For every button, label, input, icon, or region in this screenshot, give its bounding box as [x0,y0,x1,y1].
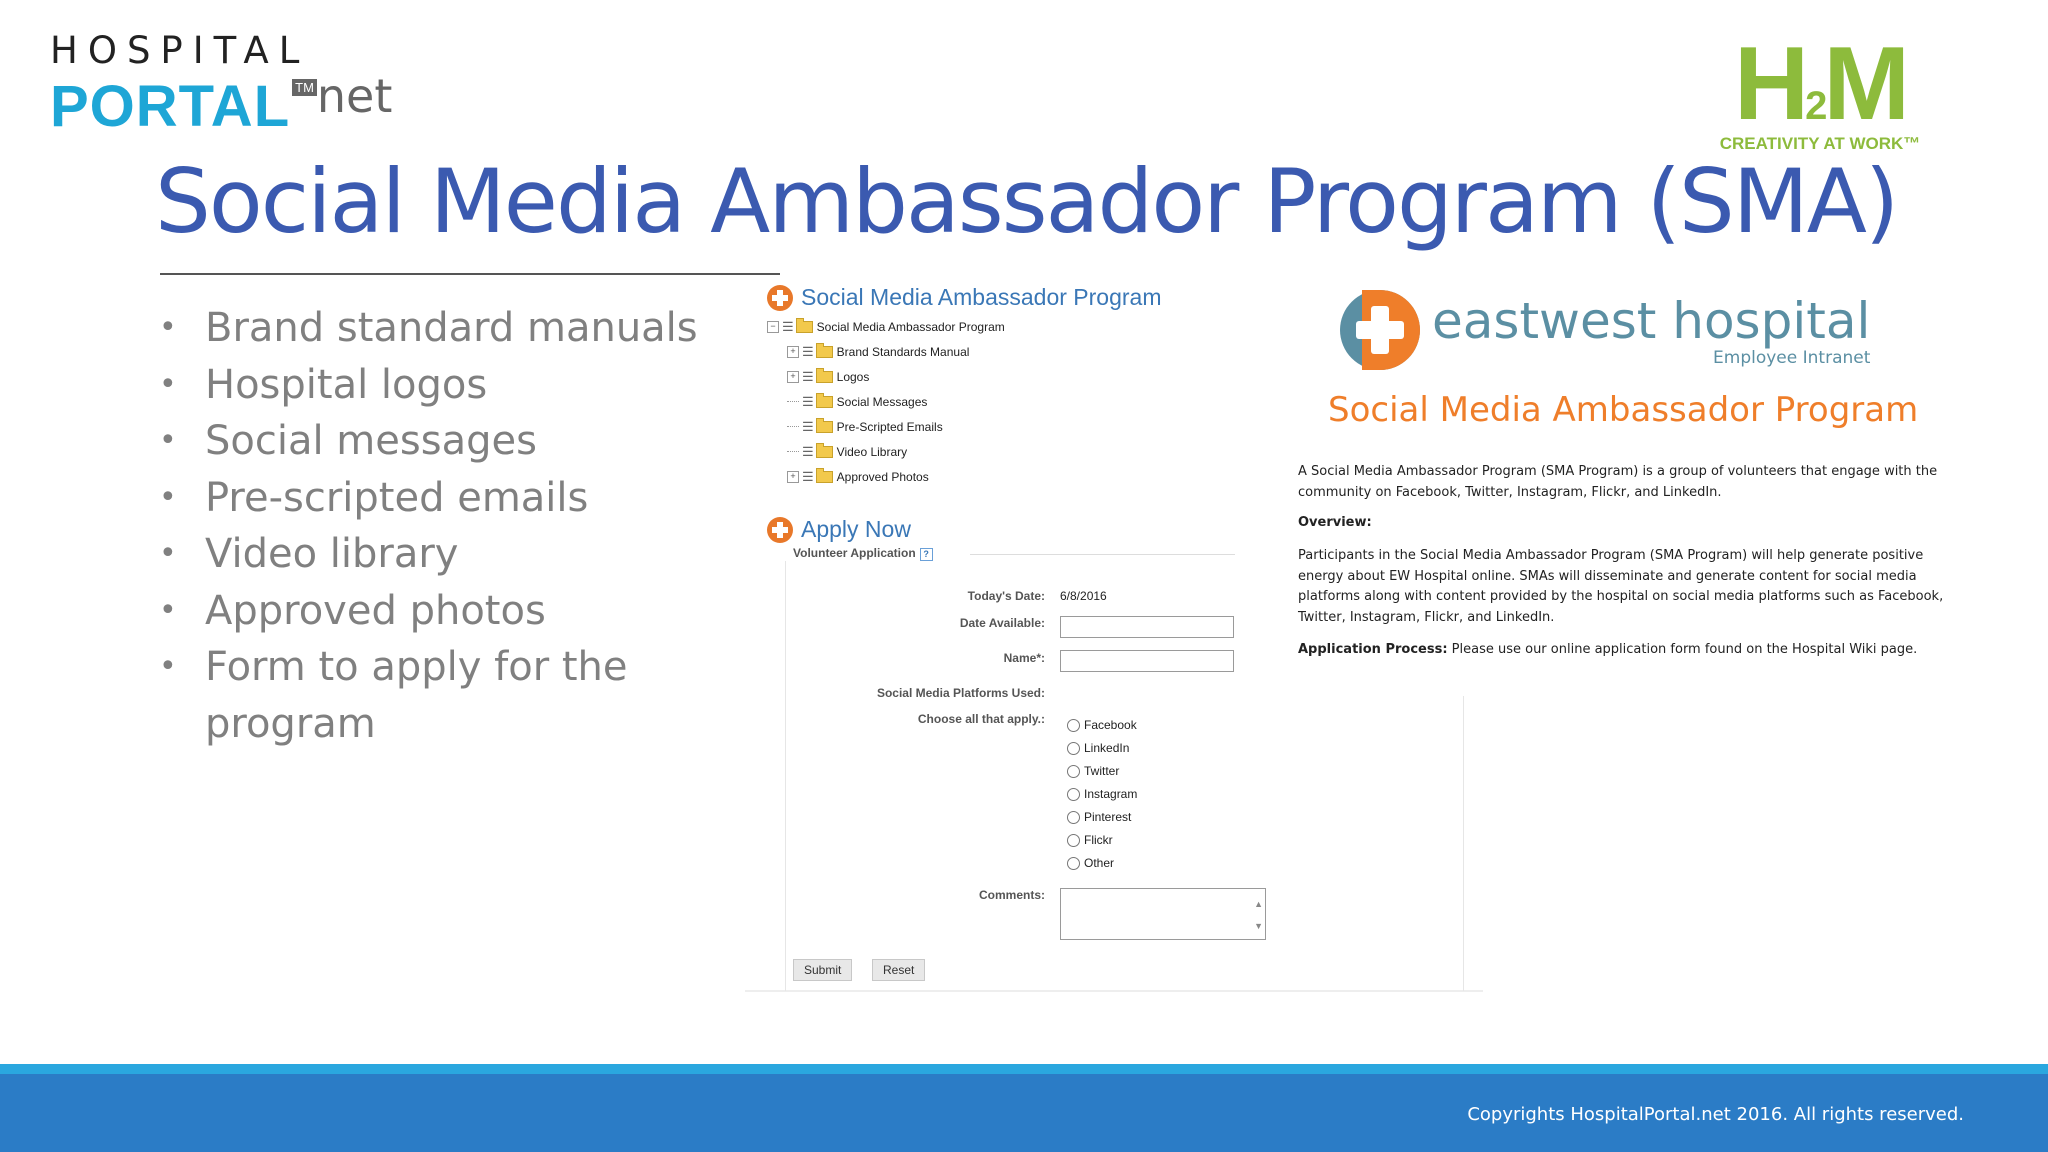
plus-cross-icon [767,285,793,311]
hospital-portal-logo [50,29,393,139]
plus-cross-icon [767,517,793,543]
bullet-list [155,300,715,752]
list-icon: ☰ [802,418,814,434]
logo-hospital-text: hospital [1672,291,1871,350]
tree-item-label: Social Messages [836,394,928,409]
platform-option-other[interactable]: Other [1067,856,1114,870]
intro-paragraph: A Social Media Ambassador Program (SMA Program) is a group of volunteers that engage with the community on Facebook, Twitter, Instagram, Flickr, and LinkedIn. [1298,464,1938,500]
bullet-item: • Form to apply for the program [159,644,628,747]
reset-button[interactable]: Reset [872,959,925,981]
tree-item-label: Brand Standards Manual [836,344,970,359]
bullet-item: • Pre-scripted emails [159,474,589,521]
tree-item-label: Video Library [836,444,908,459]
volunteer-application-label: Volunteer Application ? [793,546,933,561]
tree-item-video-library[interactable] [767,439,1005,464]
footer-stripe [0,1064,2048,1074]
radio-button[interactable] [1067,719,1080,732]
form-border-right [1463,696,1464,991]
radio-button[interactable] [1067,857,1080,870]
list-icon: ☰ [782,318,794,334]
help-icon[interactable]: ? [920,548,933,561]
tree-item-root[interactable] [767,314,1005,339]
logo-portal-text: PORTAL [50,74,291,139]
h2m-mark: H2M [1734,26,1906,142]
platforms-label: Social Media Platforms Used: [876,686,1045,700]
radio-button[interactable] [1067,788,1080,801]
name-field[interactable] [1060,650,1234,672]
bullet-item: • Hospital logos [159,361,488,408]
comments-label: Comments: [978,888,1045,902]
date-available-label: Date Available: [959,616,1045,630]
logo-net-text: net [316,69,393,123]
list-icon: ☰ [802,368,814,384]
scroll-arrows-icon[interactable]: ▲ ▼ [1254,899,1263,931]
intranet-screenshot [745,276,1483,992]
folder-icon [816,471,833,483]
todays-date-value: 6/8/2016 [1060,589,1107,603]
h2m-logo [1700,26,1940,154]
slide-title: Social Media Ambassador Program (SMA) [155,150,1898,253]
eastwest-hospital-logo [1340,290,1870,372]
medical-cross-icon [1340,290,1422,372]
program-heading [767,284,1162,311]
list-icon: ☰ [802,343,814,359]
tree-item-brand-standards[interactable] [767,339,1005,364]
bullet-item: • Approved photos [159,587,546,634]
tree-item-logos[interactable] [767,364,1005,389]
bullet-item: • Video library [159,531,459,577]
overview-paragraph: Participants in the Social Media Ambassador Program (SMA Program) will help generate positive energy about EW Hospital online. SMAs will disseminate and generate content for social media platforms along with content provided by the hospital on social media platforms such as Facebook, Twitter, Instagram, Flickr, and LinkedIn. [1298,548,1944,625]
submit-button[interactable]: Submit [793,959,852,981]
h2m-tagline: CREATIVITY AT WORK™ [1719,134,1921,153]
todays-date-label: Today's Date: [967,589,1045,603]
platform-option-facebook[interactable]: Facebook [1067,718,1137,732]
folder-tree [767,314,1005,489]
bullet-item: • Brand standard manuals [159,305,698,351]
apply-heading-text: Apply Now [801,516,911,542]
platform-option-pinterest[interactable]: Pinterest [1067,810,1131,824]
form-divider [970,554,1235,555]
collapse-icon[interactable]: − [767,321,779,333]
logo-hospital-text: HOSPITAL [50,29,310,72]
tree-item-approved-photos[interactable] [767,464,1005,489]
name-label: Name*: [1003,651,1045,665]
radio-button[interactable] [1067,765,1080,778]
expand-icon[interactable]: + [787,471,799,483]
radio-button[interactable] [1067,834,1080,847]
tree-item-label: Approved Photos [836,469,929,484]
list-icon: ☰ [802,468,814,484]
folder-icon [816,446,833,458]
copyright-text: Copyrights HospitalPortal.net 2016. All rights reserved. [1467,1104,1964,1125]
title-divider [160,273,780,275]
expand-icon[interactable]: + [787,346,799,358]
bullet-item: • Social messages [159,418,537,464]
platform-option-flickr[interactable]: Flickr [1067,833,1113,847]
folder-icon [816,371,833,383]
tree-connector [787,426,799,427]
logo-eastwest-text: eastwest [1432,291,1657,350]
list-icon: ☰ [802,443,814,459]
expand-icon[interactable]: + [787,371,799,383]
platform-option-twitter[interactable]: Twitter [1067,764,1119,778]
folder-icon [816,396,833,408]
list-icon: ☰ [802,393,814,409]
tree-item-label: Pre-Scripted Emails [836,419,943,434]
folder-icon [796,321,813,333]
folder-icon [816,421,833,433]
logo-tm-mark: TM [292,79,317,96]
program-title: Social Media Ambassador Program [1328,390,1919,430]
application-process-paragraph: Application Process: Please use our online application form found on the Hospital Wiki page. [1298,642,1918,657]
tree-item-social-messages[interactable] [767,389,1005,414]
apply-heading [767,516,911,543]
tree-connector [787,401,799,402]
tree-item-label: Logos [836,369,870,384]
radio-button[interactable] [1067,742,1080,755]
comments-field[interactable] [1060,888,1266,940]
tree-connector [787,451,799,452]
employee-intranet-subtitle: Employee Intranet [1713,347,1871,368]
platform-option-linkedin[interactable]: LinkedIn [1067,741,1129,755]
overview-heading: Overview: [1298,515,1372,530]
program-heading-text: Social Media Ambassador Program [801,284,1162,310]
date-available-field[interactable] [1060,616,1234,638]
folder-icon [816,346,833,358]
platform-option-instagram[interactable]: Instagram [1067,787,1137,801]
tree-item-label: Social Media Ambassador Program [816,319,1005,334]
choose-label: Choose all that apply.: [917,712,1045,726]
tree-item-pre-scripted-emails[interactable] [767,414,1005,439]
radio-button[interactable] [1067,811,1080,824]
